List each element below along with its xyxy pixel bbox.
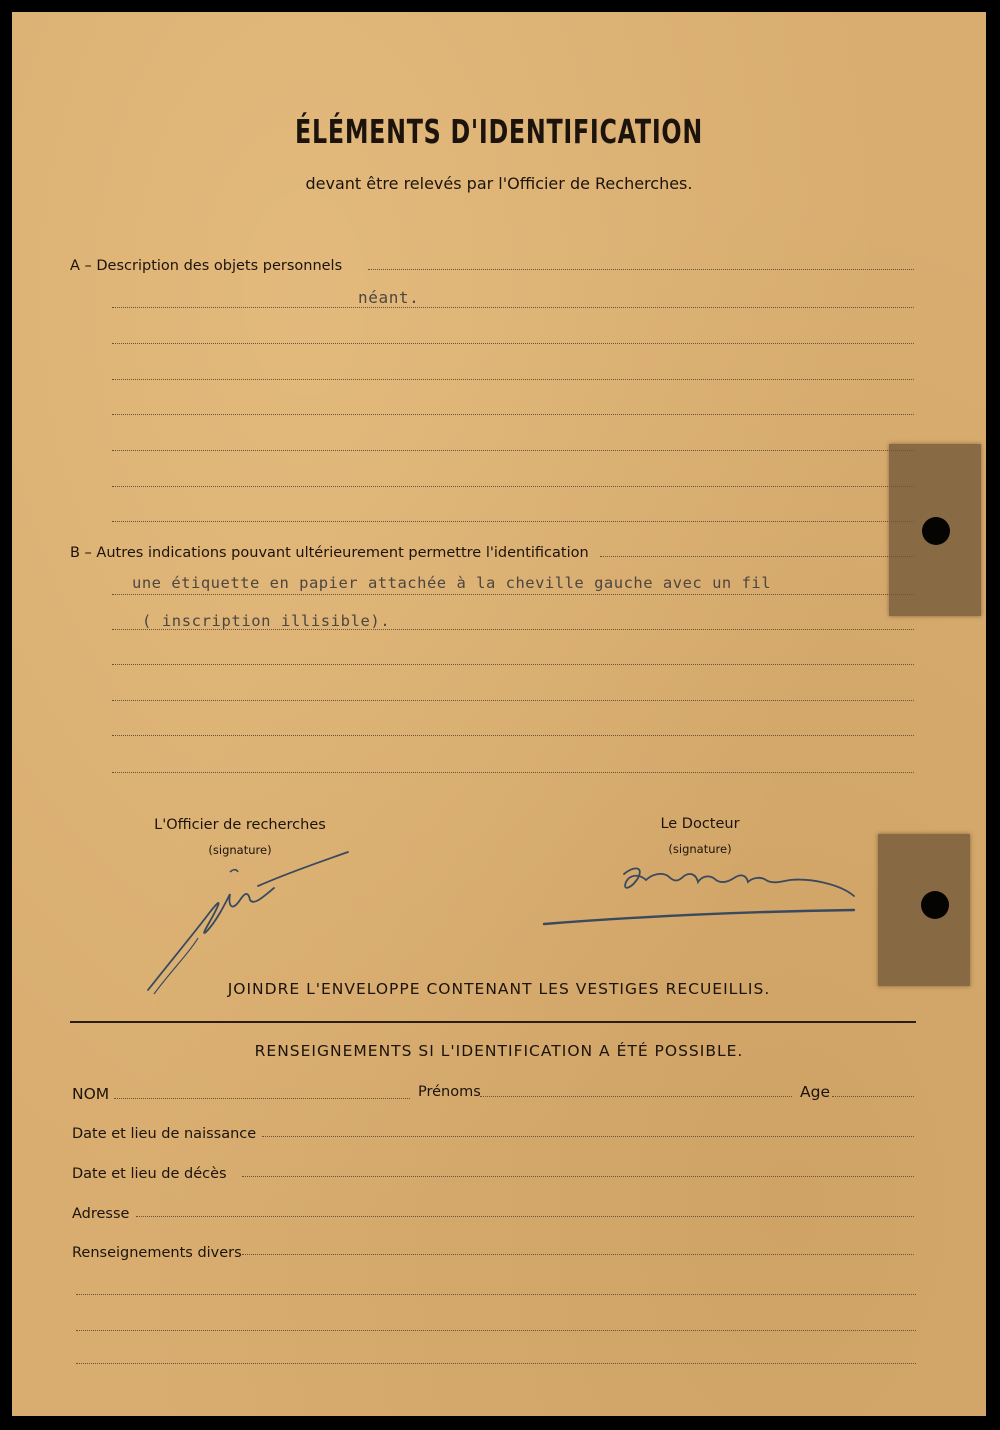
section-a-typed-value: néant. — [358, 288, 420, 307]
adresse-label: Adresse — [72, 1206, 130, 1222]
prenoms-field — [480, 1096, 792, 1097]
section-b-line-6 — [112, 735, 914, 736]
officer-signature — [140, 842, 370, 1002]
section-b-line-5 — [112, 700, 914, 701]
punch-hole-upper — [922, 517, 950, 545]
section-a-line-3 — [112, 343, 914, 344]
naissance-field — [262, 1136, 914, 1137]
identification-heading: RENSEIGNEMENTS SI L'IDENTIFICATION A ÉTÉ POSSIBLE. — [254, 1042, 744, 1060]
section-b-line-3 — [112, 629, 914, 630]
form-title: ÉLÉMENTS D'IDENTIFICATION — [295, 112, 703, 151]
officer-label: L'Officier de recherches — [154, 817, 326, 833]
section-b-line-2 — [112, 594, 914, 595]
section-a-line-2 — [112, 307, 914, 308]
prenoms-label: Prénoms — [418, 1084, 481, 1100]
section-a-label: A – Description des objets personnels — [70, 258, 343, 274]
section-b-line-1 — [600, 556, 914, 557]
age-label: Age — [800, 1083, 830, 1101]
officer-sub-label: (signature) — [208, 843, 272, 857]
divers-field-3 — [76, 1330, 916, 1331]
section-a-line-7 — [112, 486, 914, 487]
adresse-field — [136, 1216, 914, 1217]
section-b-typed-line-2: ( inscription illisible). — [142, 612, 391, 630]
deces-field — [242, 1176, 914, 1177]
section-b-line-4 — [112, 664, 914, 665]
section-a-line-1 — [368, 269, 914, 270]
punch-hole-lower — [921, 891, 949, 919]
nom-field — [114, 1098, 410, 1099]
naissance-label: Date et lieu de naissance — [72, 1126, 257, 1142]
section-b-line-7 — [112, 772, 914, 773]
divers-field-4 — [76, 1363, 916, 1364]
doctor-sub-label: (signature) — [668, 842, 732, 856]
divers-field-1 — [242, 1254, 914, 1255]
section-a-line-8 — [112, 521, 914, 522]
divers-field-2 — [76, 1294, 916, 1295]
doctor-signature — [540, 852, 860, 932]
section-a-line-4 — [112, 379, 914, 380]
age-field — [832, 1096, 914, 1097]
nom-label: NOM — [72, 1085, 110, 1103]
doctor-label: Le Docteur — [660, 816, 740, 832]
section-b-typed-line-1: une étiquette en papier attachée à la cheville gauche avec un fil — [132, 574, 772, 592]
section-a-line-5 — [112, 414, 914, 415]
deces-label: Date et lieu de décès — [72, 1166, 227, 1182]
form-sheet — [12, 12, 986, 1416]
section-a-line-6 — [112, 450, 914, 451]
section-divider — [70, 1021, 916, 1023]
divers-label: Renseignements divers — [72, 1245, 242, 1261]
enclose-instruction: JOINDRE L'ENVELOPPE CONTENANT LES VESTIGES RECUEILLIS. — [227, 980, 771, 998]
form-subtitle: devant être relevés par l'Officier de Recherches. — [305, 174, 693, 193]
section-b-label: B – Autres indications pouvant ultérieurement permettre l'identification — [70, 545, 589, 561]
